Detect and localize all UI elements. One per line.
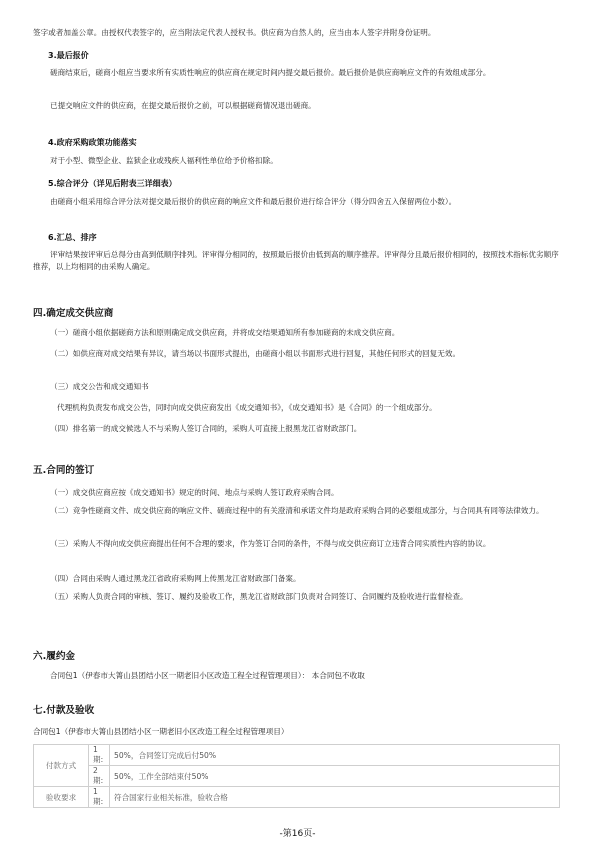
section-title-performance-bond: 六.履约金 [33,651,76,662]
paragraph: （一）磋商小组依据磋商方法和原则确定成交供应商，并将成交结果通知所有参加磋商的未成交供应商。 [50,328,400,337]
paragraph: （四）合同由采购人通过黑龙江省政府采购网上传黑龙江省财政部门备案。 [50,574,301,583]
section-title-contract-signing: 五.合同的签订 [33,465,95,476]
acceptance-requirement-label: 验收要求 [34,787,89,808]
subsection-title-policy: 4.政府采购政策功能落实 [48,138,137,147]
paragraph: 评审结果按评审后总得分由高到低顺序排列。评审得分相同的，按照最后报价由低到高的顺序推荐。评审得分且最后报价相同的，按照技术指标优劣顺序推荐，以上均相同的由采购人确定。 [33,250,559,271]
paragraph: 已提交响应文件的供应商，在提交最后报价之前，可以根据磋商情况退出磋商。 [50,101,316,110]
period-number: 1期: [89,745,110,766]
paragraph: 合同包1（伊春市大箐山县团结小区一期老旧小区改造工程全过程管理项目）： 本合同包不收取 [50,671,365,680]
payment-term: 50%，工作全部结束付50% [110,766,560,787]
table-row [34,766,560,787]
paragraph: 磋商结束后，磋商小组应当要求所有实质性响应的供应商在规定时间内提交最后报价。最后报价是供应商响应文件的有效组成部分。 [50,68,491,77]
section-title-determine-supplier: 四.确定成交供应商 [33,308,114,319]
paragraph: （三）采购人不得向成交供应商提出任何不合理的要求，作为签订合同的条件，不得与成交供应商订立违背合同实质性内容的协议。 [50,539,491,548]
paragraph: （三）成交公告和成交通知书 [50,382,149,391]
payment-table [33,744,560,808]
paragraph: （五）采购人负责合同的审核、签订、履约及验收工作，黑龙江省财政部门负责对合同签订、合同履约及验收进行监督检查。 [50,592,468,601]
paragraph: 对于小型、微型企业、监狱企业或残疾人福利性单位给予价格扣除。 [50,156,278,165]
acceptance-term: 符合国家行业相关标准，验收合格 [110,787,560,808]
page-number: -第16页- [279,829,316,839]
payment-term: 50%，合同签订完成后付50% [110,745,560,766]
paragraph: （二）如供应商对成交结果有异议，请当场以书面形式提出，由磋商小组以书面形式进行回复，其他任何形式的回复无效。 [50,349,461,358]
payment-method-label: 付款方式 [34,745,89,787]
continuation-line: 签字或者加盖公章。由授权代表签字的，应当附法定代表人授权书。供应商为自然人的，应当由本人签字并附身份证明。 [33,28,436,37]
table-row [34,787,560,808]
subsection-title-ranking: 6.汇总、排序 [48,233,97,242]
table-row [34,745,560,766]
period-number: 2期: [89,766,110,787]
paragraph: （一）成交供应商应按《成交通知书》规定的时间、地点与采购人签订政府采购合同。 [50,488,339,497]
paragraph: 由磋商小组采用综合评分法对提交最后报价的供应商的响应文件和最后报价进行综合评分（得分四舍五入保留两位小数）。 [50,197,457,206]
paragraph: （二）竞争性磋商文件、成交供应商的响应文件、磋商过程中的有关澄清和承诺文件均是政府采购合同的必要组成部分，与合同具有同等法律效力。 [50,506,544,515]
paragraph: 代理机构负责发布成交公告，同时向成交供应商发出《成交通知书》，《成交通知书》是《合同》的一个组成部分。 [57,403,437,412]
contract-package-label: 合同包1（伊春市大箐山县团结小区一期老旧小区改造工程全过程管理项目） [33,727,289,736]
section-title-payment-acceptance: 七.付款及验收 [33,705,95,716]
paragraph: （四）排名第一的成交候选人不与采购人签订合同的，采购人可直接上报黑龙江省财政部门。 [50,424,362,433]
subsection-title-final-offer: 3.最后报价 [48,51,89,60]
subsection-title-scoring: 5.综合评分（详见后附表三详细表） [48,179,177,188]
period-number: 1期: [89,787,110,808]
